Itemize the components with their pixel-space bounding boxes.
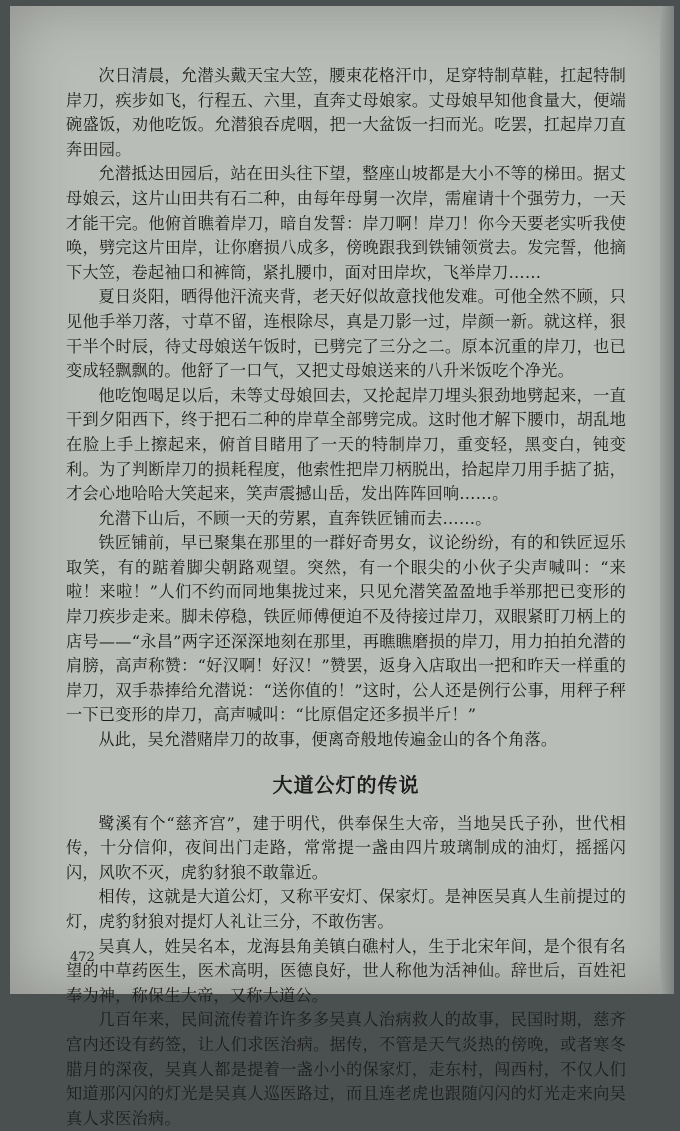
story-2-body	[66, 812, 626, 1131]
paragraph: 吴真人，姓吴名本，龙海县角美镇白礁村人，生于北宋年间，是个很有名望的中草药医生，医术高明，医德良好，世人称他为活神仙。辞世后，百姓祀奉为神，称保生大帝，又称大道公。	[66, 936, 626, 1005]
book-page	[10, 6, 674, 1128]
page-number: 472	[70, 950, 95, 965]
paragraph: 允潜下山后，不顾一天的劳累，直奔铁匠铺而去……。	[98, 508, 492, 528]
paragraph: 几百年来，民间流传着许许多多吴真人治病救人的故事，民国时期，慈齐宫内还设有药签，让人们求医治病。据传，不管是天气炎热的傍晚，或者寒冬腊月的深夜，吴真人都是提着一盏小小的保家灯，走东村，闯西村，不仅人们知道那闪闪的灯光是吴真人巡医路过，而且连老虎也跟随闪闪的灯光走来向吴真人求医治病。	[66, 1010, 626, 1128]
page-edge-shadow	[660, 6, 674, 994]
paragraph: 鹭溪有个“慈齐宫”，建于明代，供奉保生大帝，当地吴氏子孙，世代相传，十分信仰，夜间出门走路，常常提一盏由四片玻璃制成的油灯，摇摇闪闪，风吹不灭，虎豹豺狼不敢靠近。	[66, 813, 626, 882]
paragraph: 次日清晨，允潜头戴天宝大笠，腰束花格汗巾，足穿特制草鞋，扛起特制岸刀，疾步如飞，行程五、六里，直奔丈母娘家。丈母娘早知他食量大，便端碗盛饭，劝他吃饭。允潜狼吞虎咽，把一大盆饭一扫而光。吃罢，扛起岸刀直奔田园。	[66, 66, 626, 159]
paragraph: 从此，吴允潜赌岸刀的故事，便离奇般地传遍金山的各个角落。	[98, 730, 558, 750]
paragraph: 他吃饱喝足以后，未等丈母娘回去，又抡起岸刀埋头狠劲地劈起来，一直干到夕阳西下，终于把石二种的岸草全部劈完成。这时他才解下腰巾，胡乱地在脸上手上擦起来，俯首目睹用了一天的特制岸刀，重变轻，黑变白，钝变利。为了判断岸刀的损耗程度，他索性把岸刀柄脱出，拾起岸刀用手掂了掂，才会心地哈哈大笑起来，笑声震撼山岳，发出阵阵回响……。	[66, 385, 626, 504]
section-title: 大道公灯的传说	[272, 772, 420, 797]
paragraph: 相传，这就是大道公灯，又称平安灯、保家灯。是神医吴真人生前提过的灯，虎豹豺狼对提灯人礼让三分，不敢伤害。	[66, 887, 626, 931]
paragraph: 允潜抵达田园后，站在田头往下望，整座山坡都是大小不等的梯田。据丈母娘云，这片山田共有石二种，由每年母舅一次岸，需雇请十个强劳力，一天才能干完。他俯首瞧着岸刀，暗自发誓：岸刀啊！岸刀！你今天要老实听我使唤，劈完这片田岸，让你磨损八成多，傍晚跟我到铁铺领赏去。发完誓，他摘下大笠，卷起袖口和裤筒，紧扎腰巾，面对田岸坎，飞举岸刀……	[66, 164, 626, 282]
paragraph: 铁匠铺前，早已聚集在那里的一群好奇男女，议论纷纷，有的和铁匠逗乐取笑，有的踮着脚尖朝路观望。突然，有一个眼尖的小伙子尖声喊叫：“来啦！来啦！”人们不约而同地集拢过来，只见允潜笑盈盈地手举那把已变形的岸刀疾步走来。脚未停稳，铁匠师傅便迫不及待接过岸刀，双眼紧盯刀柄上的店号——“永昌”两字还深深地刻在那里，再瞧瞧磨损的岸刀，用力拍拍允潜的肩膀，高声称赞：“好汉啊！好汉！”赞罢，返身入店取出一把和昨天一样重的岸刀，双手恭捧给允潜说：“送你值的！”这时，公人还是例行公事，用秤子秤一下已变形的岸刀，高声喊叫：“比原倡定还多损半斤！”	[66, 533, 626, 725]
page-content	[66, 64, 626, 1131]
story-1-body	[66, 64, 626, 753]
paragraph: 夏日炎阳，晒得他汗流夹背，老天好似故意找他发难。可他全然不顾，只见他手举刀落，寸草不留，连根除尽，真是刀影一过，岸颜一新。就这样，狠干半个时辰，待丈母娘送午饭时，已劈完了三分之二。原本沉重的岸刀，也已变成轻飘飘的。他舒了一口气，又把丈母娘送来的八升米饭吃个净光。	[66, 287, 626, 381]
